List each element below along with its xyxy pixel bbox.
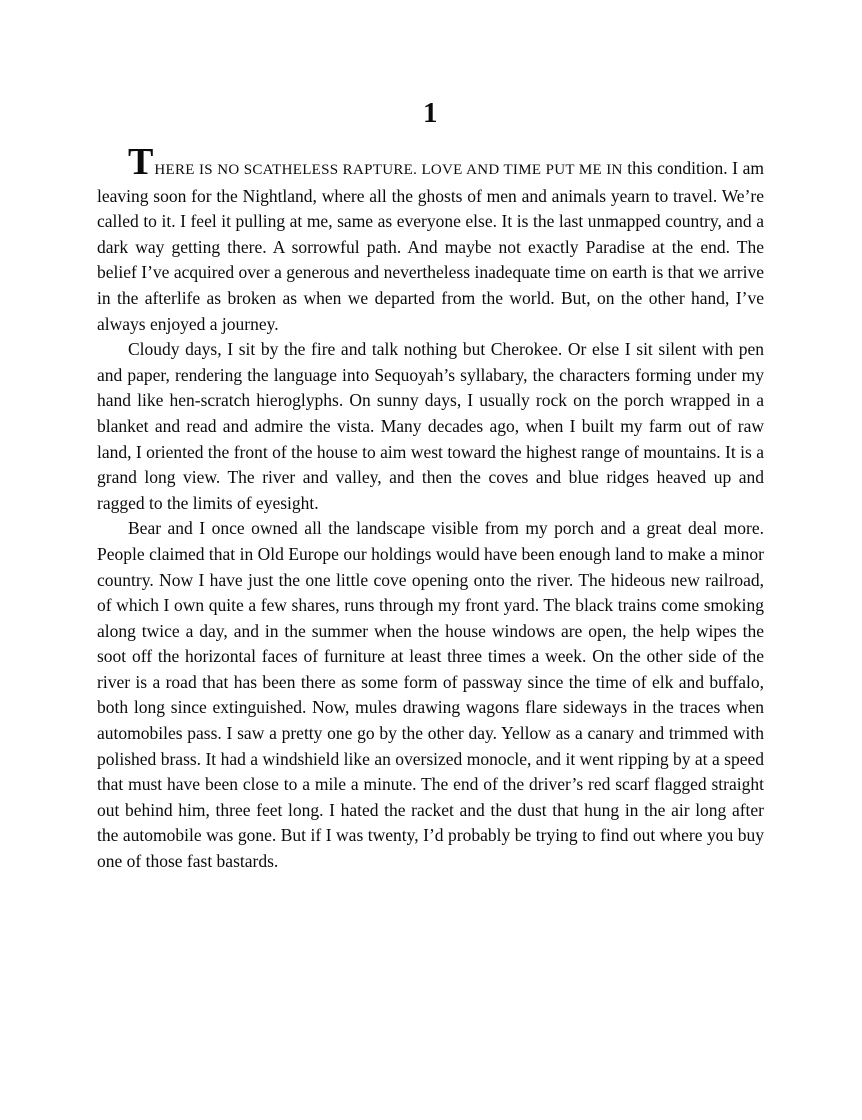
opening-small-caps: HERE IS NO SCATHELESS RAPTURE. LOVE AND TIME PUT ME IN (154, 162, 623, 178)
paragraph-opening (97, 141, 764, 337)
paragraph-3: Bear and I once owned all the landscape visible from my porch and a great deal more. People claimed that in Old Europe our holdings would have been enough land to make a minor country. Now I have just the one little cove opening onto the river. The hideous new railroad, of which I own quite a few shares, runs through my front yard. The black trains come smoking along twice a day, and in the summer when the house windows are open, the help wipes the soot off the horizontal faces of furniture at least three times a week. On the other side of the river is a road that has been there as some form of passway since the time of elk and buffalo, both long since extinguished. Now, mules drawing wagons flare sideways in the traces when automobiles pass. I saw a pretty one go by the other day. Yellow as a canary and trimmed with polished brass. It had a windshield like an oversized monocle, and it went ripping by at a speed that must have been close to a mile a minute. The end of the driver’s red scarf flagged straight out behind him, three feet long. I hated the racket and the dust that hung in the air long after the automobile was gone. But if I was twenty, I’d probably be trying to find out where you buy one of those fast bastards. (97, 518, 764, 872)
drop-cap-initial: T (128, 141, 155, 183)
body-text (97, 141, 764, 875)
paragraph-2: Cloudy days, I sit by the fire and talk nothing but Cherokee. Or else I sit silent with pen and paper, rendering the language into Sequoyah’s syllabary, the characters forming under my hand like hen-scratch hieroglyphs. On sunny days, I usually rock on the porch wrapped in a blanket and read and admire the vista. Many decades ago, when I built my farm out of raw land, I oriented the front of the house to aim west toward the highest range of mountains. It is a grand long view. The river and valley, and then the coves and blue ridges heaved up and ragged to the limits of eyesight. (97, 339, 764, 513)
paragraph-opening-text: this condition. I am leaving soon for the Nightland, where all the ghosts of men and animals yearn to travel. We’re called to it. I feel it pulling at me, same as everyone else. It is the last unmapped country, and a dark way getting there. A sorrowful path. And maybe not exactly Paradise at the end. The belief I’ve acquired over a generous and nevertheless inadequate time on earth is that we arrive in the afterlife as broken as when we departed from the world. But, on the other hand, I’ve always enjoyed a journey. (97, 158, 764, 334)
chapter-number: 1 (423, 97, 438, 129)
